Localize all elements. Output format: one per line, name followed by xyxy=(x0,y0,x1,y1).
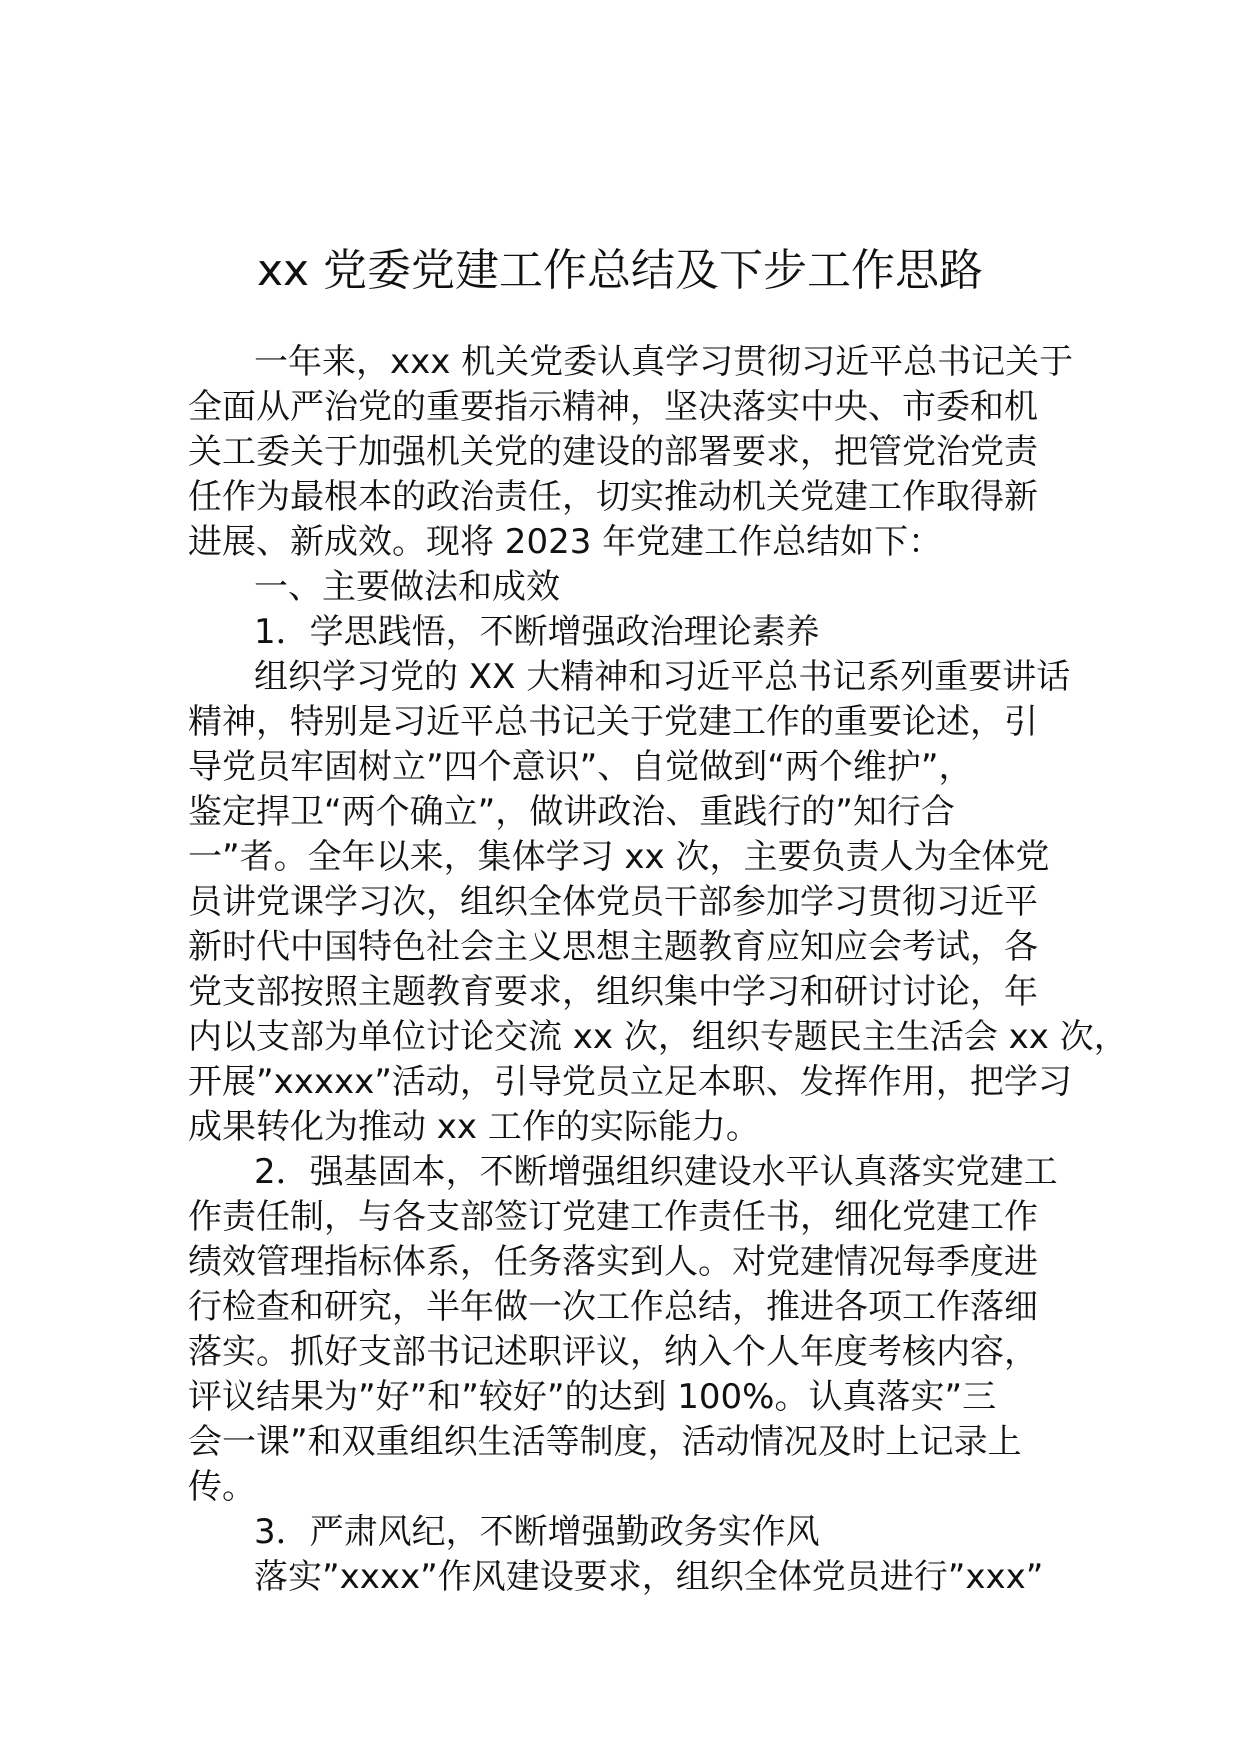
body-line: 新时代中国特色社会主义思想主题教育应知应会考试，各 xyxy=(188,927,1038,967)
body-line: 绩效管理指标体系，任务落实到人。对党建情况每季度进 xyxy=(188,1242,1038,1282)
body-line: 3．严肃风纪，不断增强勤政务实作风 xyxy=(254,1512,820,1552)
body-line: 精神，特别是习近平总书记关于党建工作的重要论述，引 xyxy=(188,702,1038,742)
body-line: 作责任制，与各支部签订党建工作责任书，细化党建工作 xyxy=(188,1197,1038,1237)
body-line: 成果转化为推动 xx 工作的实际能力。 xyxy=(188,1107,760,1147)
body-line: 一、主要做法和成效 xyxy=(254,567,560,607)
body-line: 落实。抓好支部书记述职评议，纳入个人年度考核内容， xyxy=(188,1332,1038,1372)
document-body xyxy=(188,340,1128,1600)
body-line: 内以支部为单位讨论交流 xx 次，组织专题民主生活会 xx 次， xyxy=(188,1017,1128,1057)
body-line: 鉴定捍卫“两个确立”，做讲政治、重践行的”知行合 xyxy=(188,792,955,832)
body-line: 2．强基固本，不断增强组织建设水平认真落实党建工 xyxy=(254,1152,1058,1192)
body-line: 1．学思践悟，不断增强政治理论素养 xyxy=(254,612,820,652)
body-line: 组织学习党的 XX 大精神和习近平总书记系列重要讲话 xyxy=(254,657,1071,697)
body-line: 进展、新成效。现将 2023 年党建工作总结如下： xyxy=(188,522,943,562)
body-line: 会一课”和双重组织生活等制度，活动情况及时上记录上 xyxy=(188,1422,1022,1462)
document-title: xx 党委党建工作总结及下步工作思路 xyxy=(256,245,984,297)
body-line: 评议结果为”好”和”较好”的达到 100%。认真落实”三 xyxy=(188,1377,997,1417)
body-line: 一年来，xxx 机关党委认真学习贯彻习近平总书记关于 xyxy=(254,342,1074,382)
body-line: 行检查和研究，半年做一次工作总结，推进各项工作落细 xyxy=(188,1287,1038,1327)
body-line: 开展”xxxxx”活动，引导党员立足本职、发挥作用，把学习 xyxy=(188,1062,1072,1102)
body-line: 任作为最根本的政治责任，切实推动机关党建工作取得新 xyxy=(188,477,1038,517)
body-line: 关工委关于加强机关党的建设的部署要求，把管党治党责 xyxy=(188,432,1038,472)
body-line: 传。 xyxy=(188,1467,256,1507)
body-line: 一”者。全年以来，集体学习 xx 次，主要负责人为全体党 xyxy=(188,837,1050,877)
body-line: 员讲党课学习次，组织全体党员干部参加学习贯彻习近平 xyxy=(188,882,1038,922)
body-line: 党支部按照主题教育要求，组织集中学习和研讨讨论，年 xyxy=(188,972,1038,1012)
body-line: 导党员牢固树立”四个意识”、自觉做到“两个维护”， xyxy=(188,747,973,787)
body-line: 落实”xxxx”作风建设要求，组织全体党员进行”xxx” xyxy=(254,1557,1044,1597)
body-line: 全面从严治党的重要指示精神，坚决落实中央、市委和机 xyxy=(188,387,1038,427)
